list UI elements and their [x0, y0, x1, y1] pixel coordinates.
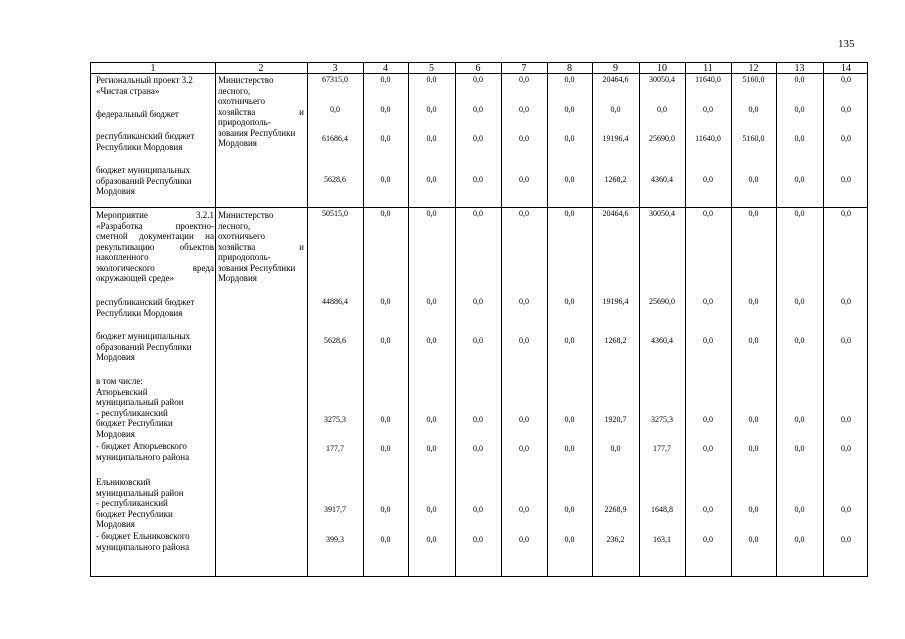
header-cell: 1: [150, 63, 156, 74]
value-cell: 0,0: [473, 415, 483, 424]
value-cell: 0,0: [794, 535, 805, 544]
header-cell: 11: [703, 63, 713, 74]
value-cell: 0,0: [841, 175, 851, 184]
value-cell: 0,0: [841, 415, 851, 424]
value-cell: 0,0: [794, 134, 805, 143]
block-divider: [91, 207, 867, 208]
label-line: в том числе:: [96, 376, 143, 386]
row-label: [96, 331, 214, 363]
label-line: Региональный проект 3.2: [96, 75, 193, 85]
value-cell: 0,0: [473, 105, 483, 114]
value-cell: 5160,0: [742, 75, 765, 84]
value-cell: 0,0: [748, 209, 759, 218]
value-cell: 0,0: [519, 175, 529, 184]
label-line: Ельниковский: [96, 477, 151, 487]
value-cell: 0,0: [473, 134, 483, 143]
title-line: накопленного: [96, 252, 149, 262]
header-cell: 14: [841, 63, 851, 74]
value-cell: 1268,2: [604, 336, 627, 345]
executor: [218, 75, 304, 149]
label-line: республиканский бюджет: [96, 131, 195, 141]
row-label: [96, 75, 214, 96]
value-cell: 0,0: [748, 415, 759, 424]
value-cell: 0,0: [794, 209, 805, 218]
value-cell: 0,0: [841, 75, 851, 84]
page-number: 135: [838, 38, 855, 50]
value-cell: 0,0: [703, 175, 713, 184]
value-cell: 0,0: [564, 134, 575, 143]
executor: [218, 210, 304, 284]
value-cell: 25690,0: [649, 134, 675, 143]
label-line: муниципального района: [96, 541, 190, 552]
value-cell: 0,0: [380, 75, 391, 84]
value-cell: 0,0: [748, 105, 759, 114]
header-cell: 6: [475, 63, 481, 74]
header-cell: 8: [567, 63, 572, 74]
value-cell: 1920,7: [604, 415, 627, 424]
value-cell: 0,0: [564, 75, 575, 84]
value-cell: 0,0: [564, 444, 575, 453]
activity-title: [96, 210, 214, 284]
label-line: - республиканский: [96, 498, 168, 508]
value-cell: 236,2: [606, 535, 625, 544]
value-cell: 3917,7: [324, 505, 346, 514]
value-cell: 0,0: [794, 75, 805, 84]
value-cell: 0,0: [473, 535, 483, 544]
value-cell: 0,0: [748, 175, 759, 184]
value-cell: 0,0: [473, 297, 483, 306]
value-cell: 0,0: [703, 535, 713, 544]
value-cell: 0,0: [426, 505, 437, 514]
label-line: образований Республики: [96, 341, 192, 352]
value-cell: 25690,0: [649, 297, 675, 306]
value-cell: 0,0: [519, 336, 529, 345]
value-cell: 11640,0: [695, 75, 721, 84]
value-cell: 0,0: [519, 209, 529, 218]
header-cell: 7: [521, 63, 527, 74]
label-line: бюджет Республики: [96, 418, 173, 428]
value-cell: 0,0: [380, 505, 391, 514]
value-cell: 0,0: [473, 209, 483, 218]
value-cell: 4360,4: [651, 175, 673, 184]
executor-line: Министерство: [218, 210, 274, 220]
value-cell: 0,0: [703, 297, 713, 306]
label-line: Мордовия: [96, 428, 135, 439]
value-cell: 0,0: [748, 505, 759, 514]
value-cell: 0,0: [380, 336, 391, 345]
value-cell: 0,0: [330, 105, 340, 114]
value-cell: 0,0: [794, 415, 805, 424]
value-cell: 30050,4: [649, 75, 675, 84]
value-cell: 0,0: [794, 336, 805, 345]
label-line: Атюрьевский: [96, 386, 148, 397]
title-line: рекультивацию объектов: [96, 241, 214, 252]
value-cell: 30050,4: [649, 209, 675, 218]
value-cell: 0,0: [794, 505, 805, 514]
value-cell: 0,0: [841, 105, 851, 114]
value-cell: 0,0: [473, 336, 483, 345]
value-cell: 0,0: [426, 336, 437, 345]
executor-line: охотничьего: [218, 96, 265, 106]
value-cell: 5628,6: [324, 336, 346, 345]
value-cell: 0,0: [841, 209, 851, 218]
row-label: [96, 376, 214, 439]
value-cell: 0,0: [841, 444, 851, 453]
executor-line: хозяйства и: [218, 106, 304, 117]
value-cell: 19196,4: [602, 134, 629, 143]
title-line: сметной документации на: [96, 231, 214, 241]
executor-line: Мордовия: [218, 138, 257, 148]
header-cell: 4: [383, 63, 388, 74]
value-cell: 0,0: [841, 134, 851, 143]
value-cell: 0,0: [426, 105, 437, 114]
value-cell: 61686,4: [322, 134, 348, 143]
row-label: [96, 441, 214, 462]
value-cell: 0,0: [519, 535, 529, 544]
value-cell: 0,0: [841, 336, 851, 345]
value-cell: 3275,3: [651, 415, 673, 424]
value-cell: 163,1: [653, 535, 671, 544]
executor-line: зования Республики: [218, 262, 296, 273]
header-cell: 9: [613, 63, 618, 74]
header-cell: 3: [332, 63, 338, 74]
executor-line: лесного,: [218, 85, 251, 96]
executor-line: зования Республики: [218, 127, 296, 138]
value-cell: 0,0: [748, 535, 759, 544]
executor-line: Министерство: [218, 75, 274, 85]
header-cell: 13: [794, 63, 805, 74]
value-cell: 0,0: [380, 134, 391, 143]
label-line: муниципальный район: [96, 397, 184, 407]
value-cell: 20464,6: [602, 209, 629, 218]
value-cell: 0,0: [519, 415, 529, 424]
title-line: «Разработка проектно-: [96, 220, 214, 231]
value-cell: 0,0: [519, 297, 529, 306]
header-cell: 5: [429, 63, 434, 74]
label-line: - бюджет Атюрьевского: [96, 441, 187, 451]
value-cell: 0,0: [564, 336, 575, 345]
value-cell: 0,0: [380, 415, 391, 424]
header-cell: 12: [748, 63, 759, 74]
value-cell: 177,7: [326, 444, 344, 453]
value-cell: 0,0: [794, 105, 805, 114]
label-line: Республики Мордовия: [96, 307, 183, 318]
value-cell: 0,0: [426, 297, 437, 306]
value-cell: 0,0: [841, 297, 851, 306]
label-line: бюджет муниципальных: [96, 331, 191, 341]
title-line: экологического вреда: [96, 262, 214, 273]
value-cell: 11640,0: [695, 134, 721, 143]
row-label: [96, 477, 214, 530]
header-cell: 2: [258, 63, 264, 74]
value-cell: 0,0: [519, 134, 529, 143]
label-line: муниципальный район: [96, 487, 184, 498]
value-cell: 0,0: [380, 175, 391, 184]
title-line: Мероприятие 3.2.1: [96, 210, 214, 220]
value-cell: 4360,4: [651, 336, 673, 345]
value-cell: 0,0: [564, 209, 575, 218]
value-cell: 0,0: [426, 444, 437, 453]
label-line: федеральный бюджет: [96, 109, 179, 119]
value-cell: 0,0: [748, 336, 759, 345]
value-cell: 0,0: [564, 415, 575, 424]
value-cell: 0,0: [610, 105, 621, 114]
label-line: бюджет Республики: [96, 508, 173, 519]
col-divider: [215, 63, 216, 576]
value-cell: 0,0: [703, 336, 713, 345]
value-cell: 0,0: [841, 505, 851, 514]
value-cell: 0,0: [519, 75, 529, 84]
label-line: Мордовия: [96, 352, 135, 362]
value-cell: 0,0: [380, 209, 391, 218]
value-cell: 0,0: [703, 505, 713, 514]
title-line: окружающей среде»: [96, 273, 175, 283]
value-cell: 0,0: [519, 105, 529, 114]
value-cell: 0,0: [426, 535, 437, 544]
value-cell: 0,0: [657, 105, 667, 114]
value-cell: 20464,6: [602, 75, 629, 84]
row-label: [96, 131, 214, 152]
value-cell: 0,0: [380, 105, 391, 114]
label-line: Мордовия: [96, 519, 135, 529]
value-cell: 0,0: [426, 209, 437, 218]
value-cell: 0,0: [473, 505, 483, 514]
label-line: - бюджет Ельниковского: [96, 531, 190, 541]
value-cell: 0,0: [426, 75, 437, 84]
row-label: [96, 165, 214, 197]
value-cell: 0,0: [426, 134, 437, 143]
value-cell: 0,0: [794, 297, 805, 306]
value-cell: 67315,0: [322, 75, 348, 84]
value-cell: 0,0: [380, 297, 391, 306]
label-line: муниципального района: [96, 451, 190, 462]
value-cell: 0,0: [426, 415, 437, 424]
value-cell: 0,0: [564, 505, 575, 514]
value-cell: 0,0: [703, 415, 713, 424]
value-cell: 0,0: [794, 444, 805, 453]
value-cell: 0,0: [610, 444, 621, 453]
header-cell: 10: [657, 63, 667, 74]
value-cell: 0,0: [519, 505, 529, 514]
value-cell: 0,0: [794, 175, 805, 184]
value-cell: 0,0: [703, 105, 713, 114]
value-cell: 0,0: [564, 105, 575, 114]
value-cell: 2268,9: [604, 505, 627, 514]
value-cell: 0,0: [703, 209, 713, 218]
row-label: [96, 109, 214, 120]
executor-line: лесного,: [218, 220, 251, 231]
value-cell: 0,0: [564, 297, 575, 306]
value-cell: 0,0: [564, 175, 575, 184]
value-cell: 399,3: [326, 535, 344, 544]
executor-line: природополь-: [218, 117, 271, 127]
value-cell: 0,0: [748, 444, 759, 453]
value-cell: 0,0: [703, 444, 713, 453]
label-line: - республиканский: [96, 407, 168, 418]
value-cell: 5160,0: [742, 134, 765, 143]
row-label: [96, 531, 214, 552]
label-line: бюджет муниципальных: [96, 165, 191, 175]
value-cell: 3275,3: [324, 415, 346, 424]
value-cell: 19196,4: [602, 297, 629, 306]
value-cell: 0,0: [473, 444, 483, 453]
label-line: образований Республики: [96, 175, 192, 186]
value-cell: 0,0: [380, 535, 391, 544]
label-line: Республики Мордовия: [96, 141, 183, 152]
value-cell: 0,0: [841, 535, 851, 544]
executor-line: охотничьего: [218, 231, 265, 241]
value-cell: 44886,4: [322, 297, 348, 306]
value-cell: 1648,8: [651, 505, 673, 514]
executor-line: природополь-: [218, 252, 271, 262]
label-line: республиканский бюджет: [96, 297, 195, 307]
value-cell: 0,0: [519, 444, 529, 453]
budget-table: [90, 62, 868, 577]
value-cell: 50515,0: [322, 209, 348, 218]
value-cell: 177,7: [653, 444, 671, 453]
value-cell: 0,0: [473, 175, 483, 184]
value-cell: 0,0: [473, 75, 483, 84]
value-cell: 1268,2: [604, 175, 627, 184]
value-cell: 0,0: [748, 297, 759, 306]
executor-line: Мордовия: [218, 273, 257, 283]
value-cell: 0,0: [564, 535, 575, 544]
label-line: «Чистая страна»: [96, 85, 160, 96]
value-cell: 0,0: [426, 175, 437, 184]
label-line: Мордовия: [96, 186, 135, 196]
value-cell: 5628,6: [324, 175, 346, 184]
value-cell: 0,0: [380, 444, 391, 453]
row-label: [96, 297, 214, 318]
executor-line: хозяйства и: [218, 241, 304, 252]
